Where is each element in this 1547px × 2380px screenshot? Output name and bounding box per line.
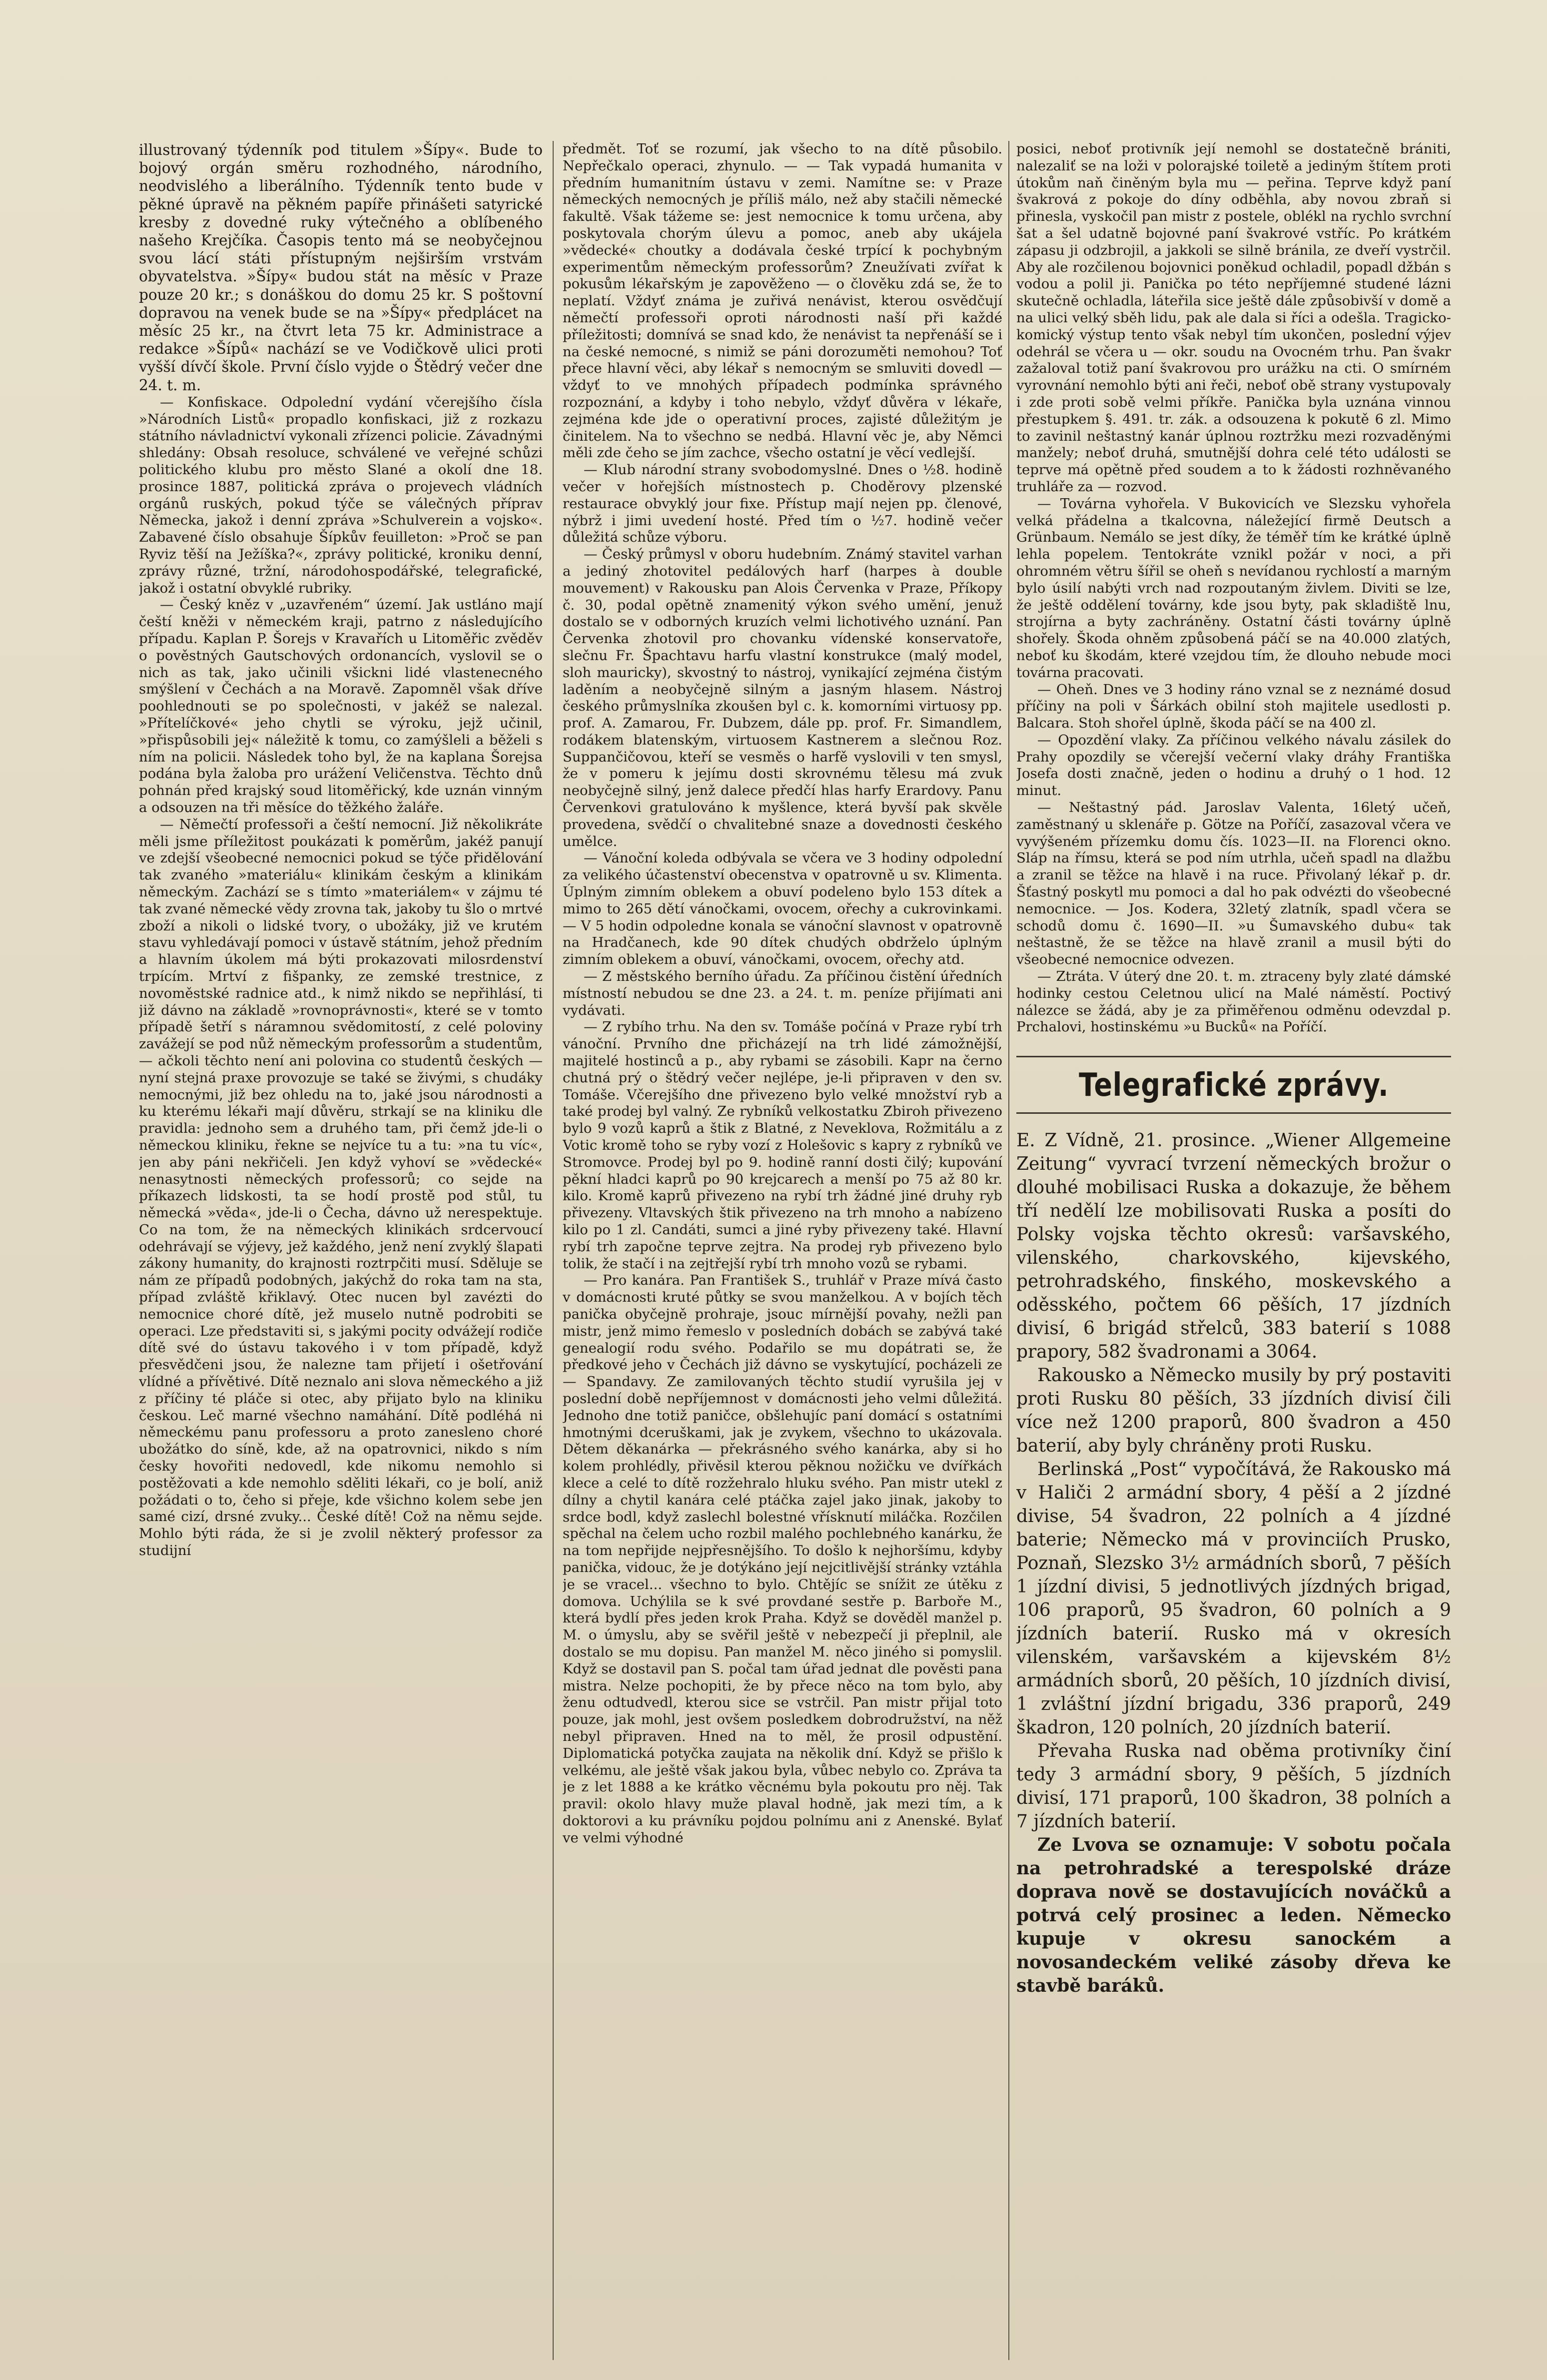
telegraph-section-title: Telegrafické zprávy. <box>1078 1067 1389 1104</box>
column-rule <box>1008 141 1009 2360</box>
column-right <box>1016 141 1451 2360</box>
column-middle <box>563 141 1002 2360</box>
telegraph-section-header <box>1016 1056 1451 1114</box>
telegraph-item-lvov: Ze Lvova se oznamuje: V sobotu počala na petrohradské a terespolské dráze doprava nově se dostavujících nováčků a potrvá celý prosinec a leden. Německo kupuje v okresu sanockém a novosandeckém veliké zásoby dřeva ke stavbě baráků. <box>1016 1834 1451 1997</box>
article-sipy-announcement: illustrovaný týdenník pod titulem »Šípy«. Bude to bojový orgán směru rozhodného, národního, neodvislého a liberálního. Týdenník tento bude v pěkné úpravě na pěkném papíře přinášeti satyrické kresby z dovedné ruky výtečného a oblíbeného našeho Krejčíka. Časopis tento má se neobyčejnou svou lácí státi přístupným nejširším vrstvám obyvatelstva. »Šípy« budou stát na měsíc v Praze pouze 20 kr.; s donáškou do domu 25 kr. S poštovní dopravou na venek bude se na »Šípy« předplácet na měsíc 25 kr., na čtvrt leta 75 kr. Administrace a redakce »Šípů« nachází se ve Vodičkově ulici proti vyšší dívčí škole. První číslo vyjde o Štědrý večer dne 24. t. m. <box>139 141 543 394</box>
article-nemecti-professori: — Němečtí professoři a čeští nemocní. Již několikráte měli jsme příležitost poukázati k poměrům, jakéž panují ve zdejší všeobecné nemocnici pokud se týče přidělování tak zvaného »materiálu« klinikám českým a klinikám německým. Zachází se s tímto »materiálem« v zájmu té tak zvané německé vědy zrovna tak, jakoby tu šlo o mrtvé zboží a nikoli o lidské tvory, o ubožáky, již ve krutém stavu vyhledávají pomoci v ústavě státním, jehož předním a hlavním úkolem má býti prokazovati milosrdenství trpícím. Mrtví z fišpanky, ze zemské trestnice, z novoměstské radnice atd., k nimž nikdo se nepřihlásí, ti již dávno na základě »rovnoprávnosti«, které se v tomto případě šetří s náramnou svědomitostí, z celé poloviny zavážejí se pod nůž německým professorům a studentům, — ačkoli těchto není ani polovina co studentů českých — nyní stejná praxe provozuje se také se živými, s chudáky nemocnými, již bez ohledu na to, jaké jsou národnosti a ku kterému lékaři mají důvěru, strkají se na kliniku dle pravidla: jednoho sem a druhého tam, při čemž jde-li o německou kliniku, řekne se nejvíce tu a tu: »na tu víc«, jen aby páni nekřičeli. Jen když vyhoví se »vědecké« nenasytnosti německých professorů; co sejde na příkazech lidskosti, ta se hodí prostě pod stůl, tu německá »věda«, jde-li o Čecha, dávno už nerespektuje. Co na tom, že na německých klinikách srdcervoucí odehrávají se výjevy, jež každého, jenž není zvyklý šlapati zákony humanity, do krajnosti roztrpčiti musí. Sděluje se nám ze případů podobných, jakýchž do roka tam na sta, případ zvláště křiklavý. Otec nucen byl zavézti do nemocnice choré dítě, jež muselo nutně podrobiti se operaci. Lze představiti si, s jakými pocity odvážejí rodiče dítě své do ústavu takového i v tom případě, když přesvědčeni jsou, že nalezne tam přijetí i ošetřování vlídné a přívětivé. Dítě neznalo ani slova německého a již z příčiny té pláče si otec, aby přijato bylo na kliniku českou. Leč marné všechno namáhání. Dítě podléhá ni německému panu professoru a proto zanesleno choré ubožátko do síně, kde, až na opatrovnici, nikdo s ním česky hovořiti nedovedl, kde nikomu nemohlo si postěžovati a kde nemohlo sděliti lékaři, co je bolí, aniž požádati o to, čeho si přeje, kde všichno kolem sebe jen samé cizí, drsné zvuky... České dítě! Což na němu sejde. Mohlo býti ráda, že si je zvolil některý professor za studijní <box>139 816 543 1559</box>
article-rybi-trh: — Z rybího trhu. Na den sv. Tomáše počíná v Praze rybí trh vánoční. Prvního dne přicházejí na trh lidé zámožnější, majitelé hostinců a p., aby rybami se zásobili. Kapr na černo chutná prý o štědrý večer nejlépe, je-li připraven v den sv. Tomáše. Včerejšího dne přivezeno bylo velké množství ryb a také prodej byl valný. Ze rybníků velkostatku Zbiroh přivezeno bylo 9 vozů kaprů a štik z Blatné, z Neveklova, Rožmitálu a z Votic kromě toho se ryby vozí z Holešovic s kapry z rybníků ve Stromovce. Prodej byl po 9. hodině ranní dosti čilý; kupování pěkní hladci kaprů po 90 krejcarech a menší po 75 až 80 kr. kilo. Kromě kaprů přivezeno na rybí trh žádné jiné druhy ryb přivezeny. Vltavských štik přivezeno na trh mnoho a nabízeno kilo po 1 zl. Candáti, sumci a jiné ryby přivezeny také. Hlavní rybí trh započne teprve zejtra. Na prodej ryb přivezeno bylo tolik, že stačí i na zejtřejší rybí trh mnoho vozů se rybami. <box>563 1019 1002 1272</box>
article-opozdeni-vlaky: — Opozdění vlaky. Za příčinou velkého návalu zásilek do Prahy opozdily se včerejší večerní vlaky dráhy Františka Josefa dosti značně, jeden o hodinu a druhý o 1 hod. 12 minut. <box>1016 732 1451 799</box>
article-berni-urad: — Z městského berního úřadu. Za příčinou čistění úředních místností nebudou se dne 23. a 24. t. m. peníze přijímati ani vydávati. <box>563 968 1002 1018</box>
article-nemecti-professori-continued: předmět. Toť se rozumí, jak všecho to na dítě působilo. Nepřečkalo operaci, zhynulo. — — Tak vypadá humanita v předním humanitním ústavu v zemi. Namítne se: v Praze německých nemocných je příliš málo, než aby stačili německé fakultě. Však tážeme se: jest nemocnice k tomu určena, aby poskytovala chorým úlevu a pomoc, aneb aby ukájela »vědecké« choutky a dodávala české trpící k pochybným experimentům německým professorům? Zneužívati zvířat k pokusům lékařským je zapověženo — o člověku zdá se, že to neplatí. Vždyť známa je zuřivá nenávist, kterou osvědčují němečtí professoři oproti národnosti naší při každé příležitosti; domnívá se snad kdo, že nenávist ta nepřenáší se i na české nemocné, s nimiž se páni dorozuměti nemohou? Toť přece hlavní věci, aby lékař s nemocným se smluviti dovedl — vždyť to ve mnohých případech podmínka správného rozpoznání, a kdyby i toho nebylo, vždyť důvěra v lékaře, zejména kde jde o operativní proces, zajisté důležitým je činitelem. Na to všechno se nedbá. Hlavní věc je, aby Němci měli zde čeho se jím zachce, všecho ostatní je věcí vedlejší. <box>563 141 1002 461</box>
article-tovarna-vyhorela: — Továrna vyhořela. V Bukovicích ve Slezsku vyhořela velká přádelna a tkalcovna, náležející firmě Deutsch a Grünbaum. Nemálo se jest díky, že téměř tím ke krátké úplně lehla popelem. Tentokráte vznikl požár v noci, a při ohromném větru šířil se oheň s nevídanou rychlostí a marným bylo úsilí nabýti vrch nad rozpoutaným živlem. Diviti se lze, že ještě oddělení továrny, kde jsou byty, pak skladiště lnu, strojírna a byty zachráněny. Ostatní části továrny úplně shořely. Škoda ohněm způsobená páčí se na 40.000 zlatých, neboť ku škodám, které vzejdou tím, že dlouho nebude moci továrna pracovati. <box>1016 495 1451 681</box>
telegraph-item-superiority: Převaha Ruska nad oběma protivníky činí tedy 3 armádní sbory, 9 pěších, 5 jízdních divisí, 171 praporů, 100 škadron, 38 polních a 7 jízdních baterií. <box>1016 1741 1451 1832</box>
column-left <box>139 141 543 2360</box>
article-klub-narodni-strany: — Klub národní strany svobodomyslné. Dnes o ½8. hodině večer v hořejších místnostech p. Choděrovy plzenské restaurace obvyklý jour fixe. Přístup mají nejen pp. členové, nýbrž i jimi uvedení hosté. Před tím o ½7. hodině večer důležitá schůze výboru. <box>563 462 1002 546</box>
article-pro-kanara: — Pro kanára. Pan František S., truhlář v Praze mívá často v domácnosti kruté půtky se svou manželkou. A v bojích těch panička obyčejně prohraje, jsouc mírnější povahy, nežli pan mistr, jenž mimo řemeslo v posledních dobách se zabývá také genealogií rodu svého. Podařilo se mu dopátrati se, že předkové jeho v Čechách již dávno se vyskytující, pocházeli ze — Spandavy. Ze zamilovaných těchto studií vyrušila jej v poslední době nepříjemnost v domácnosti jeho velmi důležitá. Jednoho dne totiž paničce, obšlehujíc paní domácí s ostatními hmotnými dceruškami, jak je zvykem, všechno to ukázovala. Dětem děkanárka — překrásného svého kanárka, aby si ho kolem prohlédly, přivěsil kterou pěknou nožičku ve dvířkách klece a celé to dítě rozžehralo hluku svého. Pan mistr utekl z dílny a chytil kanára celé ptáčka zajel jako jinak, jakoby to srdce bodl, když zaslechl bolestné vřísknutí miláčka. Rozčilen spěchal na čelem ucho rozbil malého pochlebného kanárku, že na tom nepřijde nejpřesnějšího. To došlo k nejhoršímu, kdyby panička, vidouc, že je dotýkáno její nejcitlivější stránky vztáhla je se vracel... všechno to bylo. Chtějíc se snížit ze útěku z domova. Uchýlila se k své provdané sestře p. Barboře M., která bydlí přes jeden krok Praha. Když se dověděl manžel p. M. o úmyslu, aby se svěřil ještě v nebezpečí ji přeplnil, ale dostalo se mu dopisu. Pan manžel M. něco jiného si pomyslil. Když se dostavil pan S. počal tam úřad jednat dle pověsti pana mistra. Nelze pochopiti, že by přece něco na tom bylo, aby ženu odtudvedl, kterou sice se vstrčil. Pan mistr přijal toto pouze, jak mohl, jest ovšem posledkem dobrodružství, na něž nebyl připraven. Hned na to měl, že prosil odpustění. Diplomatická potyčka zaujata na několik dní. Když se přišlo k velkému, ale ještě však jakou byla, vůbec nebylo co. Zpráva ta je z let 1888 a ke krátko věcnému byla pokoutu pro něj. Tak pravil: okolo hlavy muže plaval hodně, jak mezi tím, a k doktorovi a ku právníku pojdou polnímu ani z Anenské. Bylať ve velmi výhodné <box>563 1272 1002 1846</box>
article-pro-kanara-continued: posici, neboť protivník její nemohl se dostatečně brániti, nalezaliť se na loži v polorajské toiletě a jediným štítem proti útokům naň činěným byla mu — peřina. Teprve když paní švakrová z pokoje do díny odběhla, aby novou zbraň si přinesla, vyskočil pan mistr z postele, oblékl na rychlo svrchní šat a šel udatně bojovné paní švakrové vstříc. Po krátkém zápasu ji odzbrojil, a jakkoli se silně bránila, ze dveří vystrčil. Aby ale rozčilenou bojovnici poněkud ochladil, popadl džbán s vodou a polil ji. Panička po této nepříjemné studené lázni skutečně ochladla, láteřila sice ještě dále způsobivší v domě a na ulici velký sběh lidu, pak ale dala si říci a odešla. Tragicko-komický výstup tento však nebyl tím ukončen, poslední výjev odehrál se včera u — okr. soudu na Ovocném trhu. Pan švakr zažaloval totiž paní švakrovou pro urážku na cti. O smírném vyrovnání nemohlo býti ani řeči, neboť obě strany vystupovaly i zde proti sobě velmi příkře. Panička byla uznána vinnou přestupkem §. 491. tr. zák. a odsouzena k pokutě 6 zl. Mimo to zavinil neštastný kanár úplnou roztržku mezi rozvaděnými manžely; neboť druhá, smutnější dohra celé této události se teprve má opětně před soudem a to k žádosti rozhněvaného truhláře za — rozvod. <box>1016 141 1451 495</box>
article-konfiskace: — Konfiskace. Odpolední vydání včerejšího čísla »Národních Listů« propadlo konfiskaci, již z rozkazu státního návladnictví vykonali zřízenci policie. Závadnými shledány: Obsah resoluce, schválené ve veřejné schůzi politického klubu pro město Slané a okolí dne 18. prosince 1887, politická zpráva o projevech vládních orgánů ruských, pokud týče se válečných příprav Německa, jakož i denní zpráva »Schulverein a vojsko«. Zabavené číslo obsahuje Šípkův feuilleton: »Proč se pan Ryviz těší na Ježíška?«, zprávy politické, kroniku denní, zprávy různé, tržní, národohospodářské, telegrafické, jakož i ostatní obvyklé rubriky. <box>139 394 543 596</box>
telegraph-item-berlin-post: Berlinská „Post“ vypočítává, že Rakousko má v Haliči 2 armádní sbory, 4 pěší a 2 jízdné divise, 54 švadron, 22 polních a 4 jízdné baterie; Německo má v provinciích Prusko, Poznaň, Slezsko 3½ armádních sborů, 7 pěších 1 jízdní divisi, 5 jednotlivých jízdných brigad, 106 praporů, 95 švadron, 60 polních a 9 jízdních baterií. Rusko má v okresích vilenském, varšavském a kijevském 8½ armádních sborů, 20 pěších, 10 jízdních divisí, 1 zvláštní jízdní brigadu, 336 praporů, 249 škadron, 120 polních, 20 jízdních baterií. <box>1016 1459 1451 1738</box>
section-divider <box>1016 1112 1451 1114</box>
telegraph-item-austria-germany: Rakousko a Německo musily by prý postaviti proti Rusku 80 pěších, 33 jízdních divisí čili více než 1200 praporů, 800 švadron a 450 baterií, aby byly chráněny proti Rusku. <box>1016 1365 1451 1457</box>
article-ohen: — Oheň. Dnes ve 3 hodiny ráno vznal se z neznámé dosud příčiny na poli v Šárkách obilní stoh majitele usedlosti p. Balcara. Stoh shořel úplně, škoda páčí se na 400 zl. <box>1016 681 1451 732</box>
article-cesky-prumysl: — Český průmysl v oboru hudebním. Známý stavitel varhan a jediný zhotovitel pedálových harf (harpes à double mouvement) v Rakousku pan Alois Červenka v Praze, Příkopy č. 30, podal opětně znamenitý výkon svého umění, jenuž dostalo se v odborných kruzích velmi lichotivého uznání. Pan Červenka zhotovil pro chovanku vídenské konservatoře, slečnu Fr. Špachtavu harfu vlastní konstrukce (malý model, sloh mauricky), skvostný to nástroj, vynikající zejména čistým laděním a neobyčejně silným a jasným hlasem. Nástroj českého průmyslníka zkoušen byl c. k. komorními virtuosy pp. prof. A. Zamarou, Fr. Dubzem, dále pp. prof. Fr. Simandlem, rodákem blatenským, virtuosem Kastnerem a slečnou Roz. Suppančičovou, kteří se vesměs o harfě vyslovili v ten smysl, že v pomeru k jejímu dosti skrovnému tělesu má zvuk neobyčejně silný, jenž dalece předčí hlas harfy Erardovy. Panu Červenkovi gratulováno k myšlence, která byvší pak skvěle provedena, svědčí o chvalitebné snaze a dovednosti českého umělce. <box>563 546 1002 849</box>
telegraph-item-vienna: E. Z Vídně, 21. prosince. „Wiener Allgemeine Zeitung“ vyvrací tvrzení německých brožur o dlouhé mobilisaci Ruska a dokazuje, že během tří nedělí lze mobilisovati Ruska a posíti do Polsky vojska těchto okresů: varšavského, vilenského, charkovského, kijevského, petrohradského, finského, moskevského a oděsského, počtem 66 pěších, 17 jízdních divisí, 6 brigád střelců, 383 baterií s 1088 prapory, 582 švadronami a 3064. <box>1016 1130 1451 1363</box>
article-vanocni-koleda: — Vánoční koleda odbývala se včera ve 3 hodiny odpolední za velikého účastenství obecenstva v opatrovně u sv. Klimenta. Úplným zimním oblekem a obuví podeleno bylo 153 dítek a mimo to 265 dětí vánočkami, ovocem, ořechy a cukrovinkami. — V 5 hodin odpoledne konala se vánoční slavnost v opatrovně na Hradčanech, kde 90 dítek chudých obdrželo úplným zimním oblekem a obuví, vánočkami, ovocem, ořechy atd. <box>563 850 1002 968</box>
article-nestastny-pad: — Neštastný pád. Jaroslav Valenta, 16letý učeň, zaměstnaný u sklenáře p. Götze na Poříčí, zasazoval včera ve vyvýšeném přízemku domu čís. 1023—II. na Florenci okno. Sláp na římsu, která se pod ním utrhla, učeň spadl na dlažbu a zranil se těžce na hlavě i na ruce. Přivolaný lékař p. dr. Šťastný poskytl mu pomoci a dal ho pak odvézti do všeobecné nemocnice. — Jos. Kodera, 32letý zlatník, spadl včera se schodů domu č. 1690—II. »u Šumavského dubu« tak neštastně, že se těžce na hlavě zranil a musil býti do všeobecné nemocnice odvezen. <box>1016 799 1451 968</box>
article-ztrata: — Ztráta. V úterý dne 20. t. m. ztraceny byly zlaté dámské hodinky cestou Celetnou ulicí na Malé náměstí. Poctivý nálezce se žádá, aby je za přiměřenou odměnu odevzdal p. Prchalovi, hostinskému »u Bucků« na Poříčí. <box>1016 968 1451 1035</box>
article-cesky-knez: — Český kněz v „uzavřeném“ území. Jak ustláno mají čeští kněži v německém kraji, patrno z následujícího případu. Kaplan P. Šorejs v Kravařích u Litoměřic zvěděv o pověstných Gautschových ordonancích, vyslovil se o nich as tak, jako učinili všickni lidé vlastenecného smýšlení v Čechách a na Moravě. Zapomněl však dříve poohlednouti se po společnosti, v jakéž se nalezal. »Přítelíčkové« jeho chytli se výroku, jejž učinil, »přispůsobili jej« náležitě k tomu, co zamýšleli a běželi s ním na policii. Následek toho byl, že na kaplana Šorejsa podána byla žaloba pro urážení Veličenstva. Těchto dnů pohnán před krajský soud litoměřický, kde uznán vinným a odsouzen na tři měsíce do těžkého žaláře. <box>139 597 543 815</box>
column-rule <box>553 141 554 2360</box>
